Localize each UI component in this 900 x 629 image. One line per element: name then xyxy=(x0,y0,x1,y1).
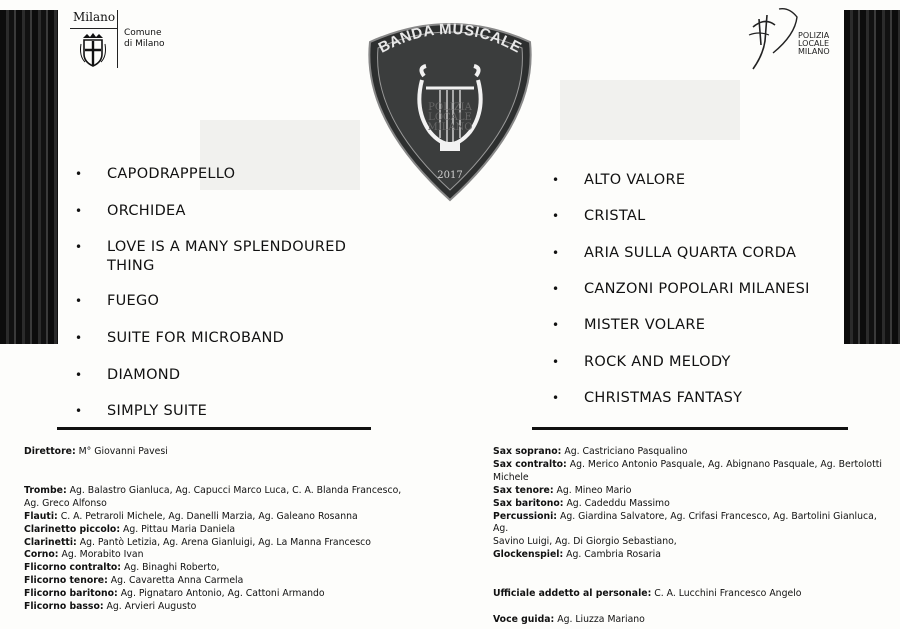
background-photo-faint xyxy=(560,80,740,140)
banda-musicale-badge xyxy=(360,10,540,206)
credit-line: Flauti: C. A. Petraroli Michele, Ag. Danelli Marzia, Ag. Galeano Rosanna xyxy=(24,510,358,522)
section-divider-right xyxy=(532,427,848,430)
polizia-locale-logo-icon xyxy=(745,5,845,75)
credit-line: Flicorno baritono: Ag. Pignataro Antonio, Ag. Cattoni Armando xyxy=(24,588,325,600)
section-divider-left xyxy=(57,427,371,430)
credit-line: Flicorno contralto: Ag. Binaghi Roberto, xyxy=(24,562,220,574)
left-curtain-decoration xyxy=(0,10,58,344)
credit-line: Clarinetti: Ag. Pantò Letizia, Ag. Arena Gianluigi, Ag. La Manna Francesco xyxy=(24,536,371,548)
credit-line: Sax tenore: Ag. Mineo Mario xyxy=(493,484,632,496)
credit-line: Savino Luigi, Ag. Di Giorgio Sebastiano, xyxy=(493,536,677,548)
credits-left xyxy=(24,446,464,614)
polizia-locale-text: POLIZIA LOCALE MILANO xyxy=(798,31,830,56)
credit-line-ufficiale: Ufficiale addetto al personale: C. A. Lucchini Francesco Angelo xyxy=(493,588,802,600)
credit-line: Percussioni: Ag. Giardina Salvatore, Ag. Crifasi Francesco, Ag. Bartolini Gianluca, Ag. xyxy=(493,510,877,535)
credits-right xyxy=(493,446,893,627)
credit-line: Sax soprano: Ag. Castriciano Pasqualino xyxy=(493,446,688,457)
milano-crest-icon xyxy=(78,32,108,68)
credit-line-voce-guida: Voce guida: Ag. Liuzza Mariano xyxy=(493,614,645,626)
credit-line: Sax contralto: Ag. Merico Antonio Pasquale, Ag. Abignano Pasquale, Ag. Bertolotti xyxy=(493,458,882,470)
credit-line: Clarinetto piccolo: Ag. Pittau Maria Daniela xyxy=(24,523,236,535)
right-curtain-decoration xyxy=(844,10,900,344)
credit-line-direttore: Direttore: M° Giovanni Pavesi xyxy=(24,446,168,457)
badge-title: BANDA MUSICALE xyxy=(375,20,525,57)
credit-line: Flicorno basso: Ag. Arvieri Augusto xyxy=(24,601,197,613)
credit-line: Trombe: Ag. Balastro Gianluca, Ag. Capucci Marco Luca, C. A. Blanda Francesco, xyxy=(24,484,402,496)
svg-text:MILANO: MILANO xyxy=(427,122,473,133)
milano-wordmark: Milano xyxy=(73,10,116,24)
comune-label: Comune di Milano xyxy=(124,28,165,49)
credit-line: Corno: Ag. Morabito Ivan xyxy=(24,549,144,561)
credit-line: Flicorno tenore: Ag. Cavaretta Anna Carmela xyxy=(24,575,244,587)
svg-text:POLIZIA: POLIZIA xyxy=(428,102,472,113)
credit-line: Glockenspiel: Ag. Cambria Rosaria xyxy=(493,549,661,561)
credit-line: Michele xyxy=(493,471,529,483)
badge-year: 2017 xyxy=(437,170,463,181)
credit-line: Ag. Greco Alfonso xyxy=(24,497,107,509)
credit-line: Sax baritono: Ag. Cadeddu Massimo xyxy=(493,497,670,509)
svg-text:LOCALE: LOCALE xyxy=(428,112,472,123)
